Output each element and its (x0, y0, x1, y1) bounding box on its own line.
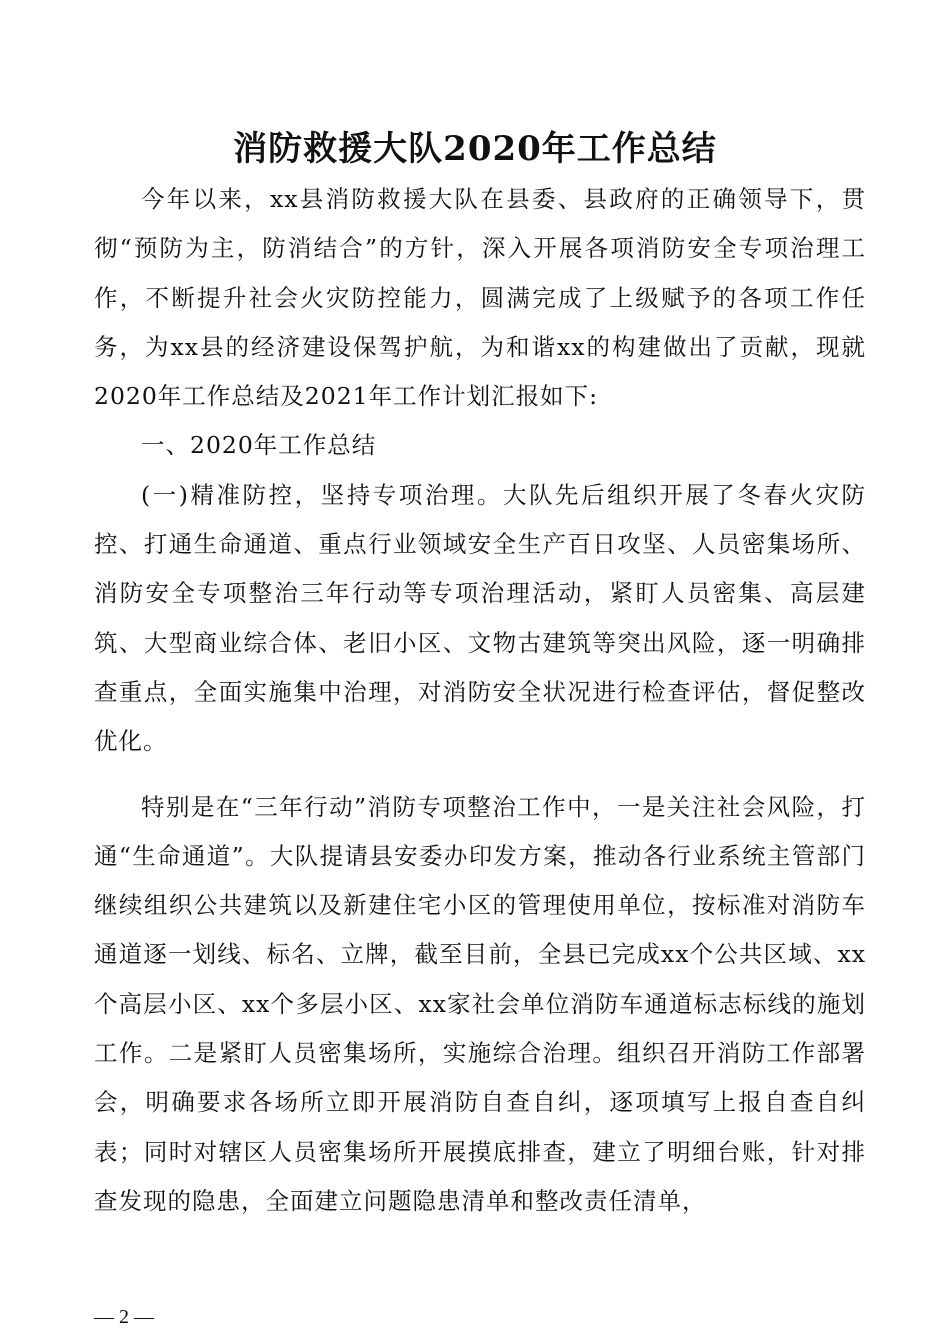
intro-paragraph: 今年以来，xx县消防救援大队在县委、县政府的正确领导下，贯彻“预防为主，防消结合”的方针，深入开展各项消防安全专项治理工作，不断提升社会火灾防控能力，圆满完成了上级赋予的各项工作任务，为xx县的经济建设保驾护航，为和谐xx的构建做出了贡献，现就2020年工作总结及2021年工作计划汇报如下: (94, 185, 866, 411)
page-number: — 2 — (94, 1306, 154, 1328)
special-work-paragraph: 特别是在“三年行动”消防专项整治工作中，一是关注社会风险，打通“生命通道”。大队提请县安委办印发方案，推动各行业系统主管部门继续组织公共建筑以及新建住宅小区的管理使用单位，按标准对消防车通道逐一划线、标名、立牌，截至目前，全县已完成xx个公共区域、xx个高层小区、xx个多层小区、xx家社会单位消防车通道标志标线的施划工作。二是紧盯人员密集场所，实施综合治理。组织召开消防工作部署会，明确要求各场所立即开展消防自查自纠，逐项填写上报自查自纠表；同时对辖区人员密集场所开展摸底排查，建立了明细台账，针对排查发现的隐患，全面建立问题隐患清单和整改责任清单， (94, 792, 866, 1215)
section-heading: 一、2020年工作总结 (141, 431, 377, 460)
document-title: 消防救援大队2020年工作总结 (233, 129, 717, 169)
document-body (94, 175, 866, 1226)
subsection-paragraph: (一)精准防控，坚持专项治理。大队先后组织开展了冬春火灾防控、打通生命通道、重点行业领域安全生产百日攻坚、人员密集场所、消防安全专项整治三年行动等专项治理活动，紧盯人员密集、高层建筑、大型商业综合体、老旧小区、文物古建筑等突出风险，逐一明确排查重点，全面实施集中治理，对消防安全状况进行检查评估，督促整改优化。 (94, 480, 866, 756)
